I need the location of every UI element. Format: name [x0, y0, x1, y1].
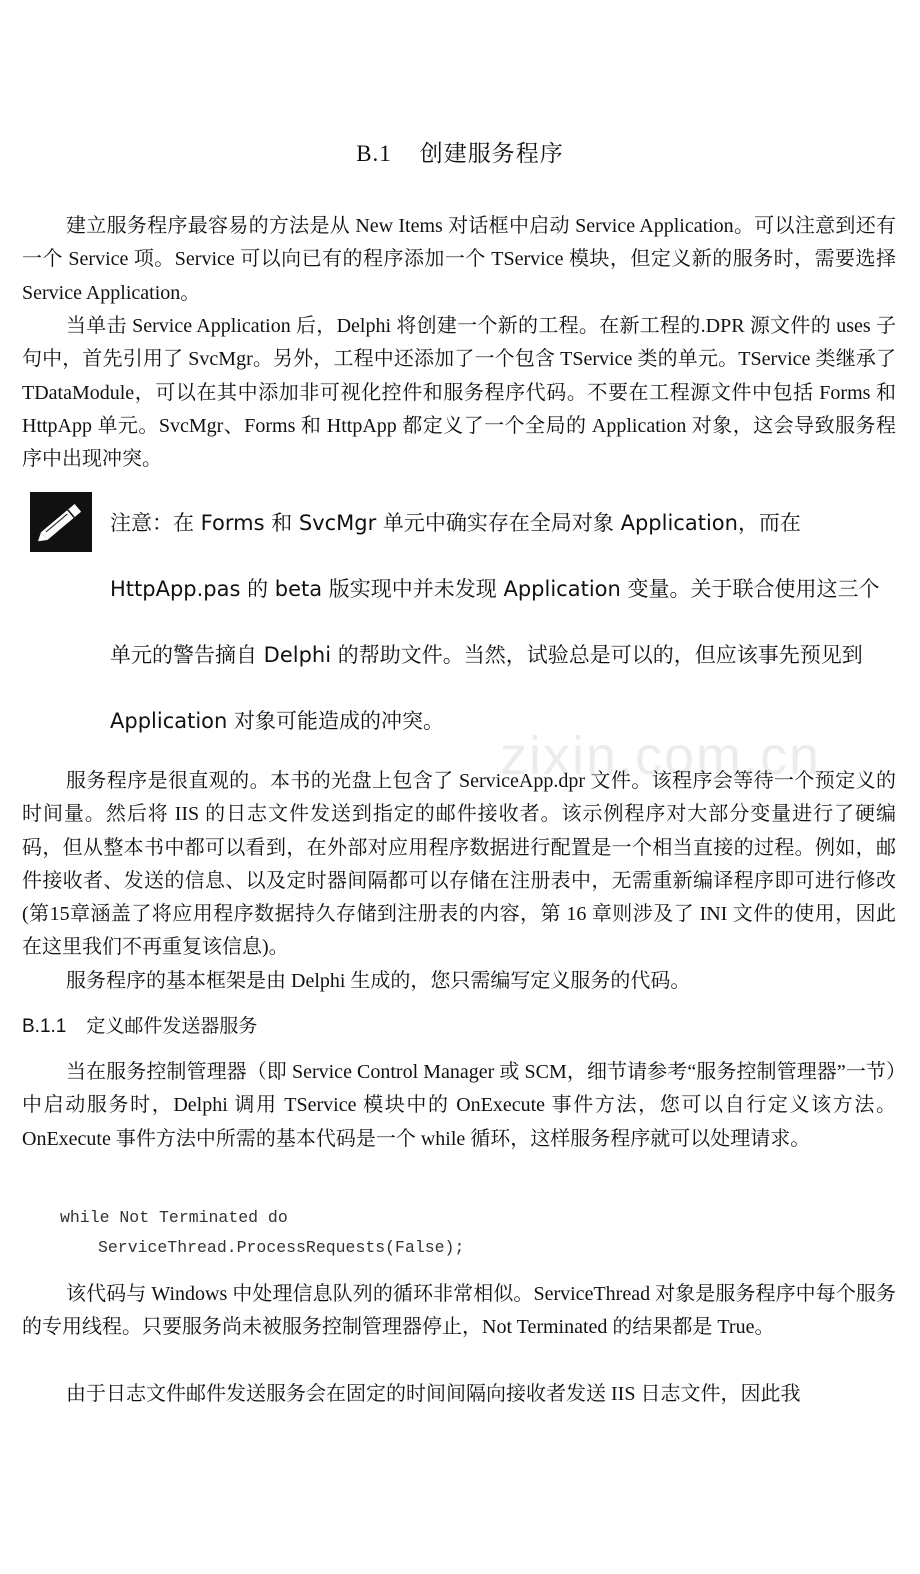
watermark: zixin.com.cn	[500, 726, 822, 786]
code-line-2: ServiceThread.ProcessRequests(False);	[98, 1238, 465, 1257]
paragraph-framework: 服务程序的基本框架是由 Delphi 生成的，您只需编写定义服务的代码。	[66, 970, 691, 992]
paragraph-service-overview: 服务程序是很直观的。本书的光盘上包含了 ServiceApp.dpr 文件。该程序会等待一个预定义的时间量。然后将 IIS 的日志文件发送到指定的邮件接收者。该示例程序对大部分变量进行了硬编码，但从整本书中都可以看到，在外部对应用程序数据进行配置是一个相当直接的过程。例如，邮件接收者、发送的信息、以及定时器间隔都可以存储在注册表中，无需重新编译程序即可进行修改(第15章涵盖了将应用程序数据持久存储到注册表的内容，第 16 章则涉及了 INI 文件的使用，因此在这里我们不再重复该信息)。	[22, 770, 896, 959]
paragraph-log-mailer: 由于日志文件邮件发送服务会在固定的时间间隔向接收者发送 IIS 日志文件，因此我	[66, 1383, 801, 1405]
section-number: B.1	[356, 141, 392, 166]
section-heading	[0, 137, 920, 171]
subsection-title: 定义邮件发送器服务	[86, 1016, 258, 1037]
paragraph-new-project: 当单击 Service Application 后，Delphi 将创建一个新的工程。在新工程的.DPR 源文件的 uses 子句中，首先引用了 SvcMgr。另外，工程中还添加了一个包含 TService 类的单元。TService 类继承了 TDataModule，可以在其中添加非可视化控件和服务程序代码。不要在工程源文件中包括 Forms 和 HttpApp 单元。SvcMgr、Forms 和 HttpApp 都定义了一个全局的 Application 对象，这会导致服务程序中出现冲突。	[22, 315, 896, 471]
pen-icon	[30, 492, 92, 552]
code-block	[60, 1203, 464, 1263]
note-text: 注意：在 Forms 和 SvcMgr 单元中确实存在全局对象 Application，而在 HttpApp.pas 的 beta 版实现中并未发现 Application 变量。关于联合使用这三个单元的警告摘自 Delphi 的帮助文件。当然，试验总是可以的，但应该事先预见到 Application 对象可能造成的冲突。	[110, 511, 880, 733]
section-title: 创建服务程序	[419, 141, 564, 166]
subsection-heading	[22, 1012, 257, 1042]
paragraph-message-loop: 该代码与 Windows 中处理信息队列的循环非常相似。ServiceThread 对象是服务程序中每个服务的专用线程。只要服务尚未被服务控制管理器停止，Not Terminated 的结果都是 True。	[22, 1283, 896, 1339]
paragraph-onexecute: 当在服务控制管理器（即 Service Control Manager 或 SCM，细节请参考“服务控制管理器”一节）中启动服务时，Delphi 调用 TService 模块中的 OnExecute 事件方法，您可以自行定义该方法。OnExecute 事件方法中所需的基本代码是一个 while 循环，这样服务程序就可以处理请求。	[22, 1061, 896, 1150]
paragraph-intro: 建立服务程序最容易的方法是从 New Items 对话框中启动 Service Application。可以注意到还有一个 Service 项。Service 可以向已有的程序添加一个 TService 模块，但定义新的服务时，需要选择 Service Application。	[22, 215, 896, 304]
subsection-number: B.1.1	[22, 1016, 67, 1037]
code-line-1: while Not Terminated do	[60, 1208, 288, 1227]
